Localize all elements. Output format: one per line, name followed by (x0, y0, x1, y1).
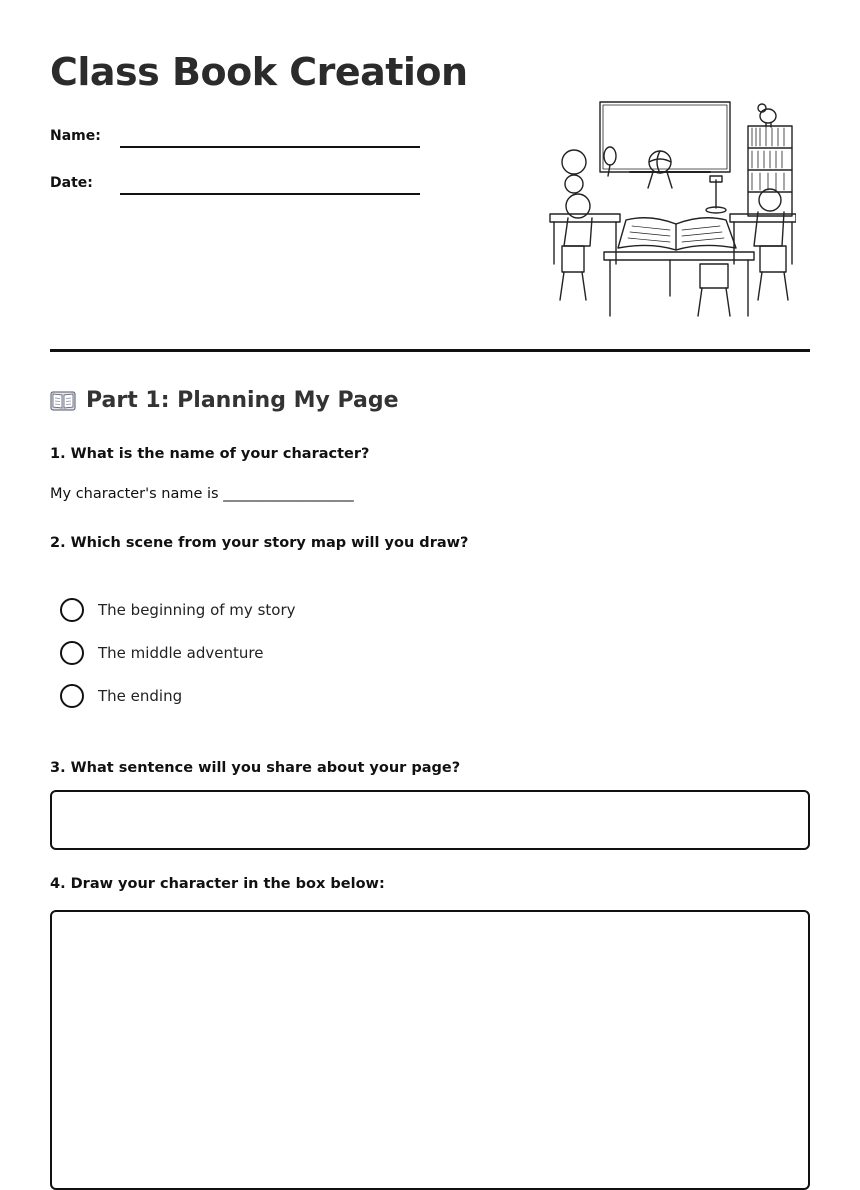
classroom-illustration (540, 96, 796, 320)
question-4: 4. Draw your character in the box below: (50, 876, 385, 892)
section-divider (50, 349, 810, 352)
radio-button[interactable] (60, 684, 84, 708)
radio-button[interactable] (60, 598, 84, 622)
question-2: 2. Which scene from your story map will you draw? (50, 535, 469, 551)
question-3: 3. What sentence will you share about your page? (50, 760, 461, 776)
radio-button[interactable] (60, 641, 84, 665)
option-label: The beginning of my story (98, 601, 296, 619)
option-beginning[interactable] (60, 597, 295, 623)
section-heading-text: Part 1: Planning My Page (86, 388, 399, 413)
date-write-line[interactable] (120, 169, 420, 195)
name-label: Name: (50, 128, 101, 144)
drawing-box[interactable] (50, 910, 810, 1190)
date-label: Date: (50, 175, 93, 191)
question-1: 1. What is the name of your character? (50, 446, 370, 462)
option-middle[interactable] (60, 640, 263, 666)
date-field (50, 165, 420, 195)
section-heading (50, 388, 399, 413)
character-name-sentence[interactable]: My character's name is __________________ (50, 486, 354, 502)
option-label: The middle adventure (98, 644, 264, 662)
name-write-line[interactable] (120, 122, 420, 148)
option-label: The ending (98, 687, 183, 705)
name-field (50, 118, 420, 148)
page-title: Class Book Creation (50, 50, 468, 94)
open-book-icon (50, 390, 76, 412)
option-ending[interactable] (60, 683, 182, 709)
sentence-answer-box[interactable] (50, 790, 810, 850)
